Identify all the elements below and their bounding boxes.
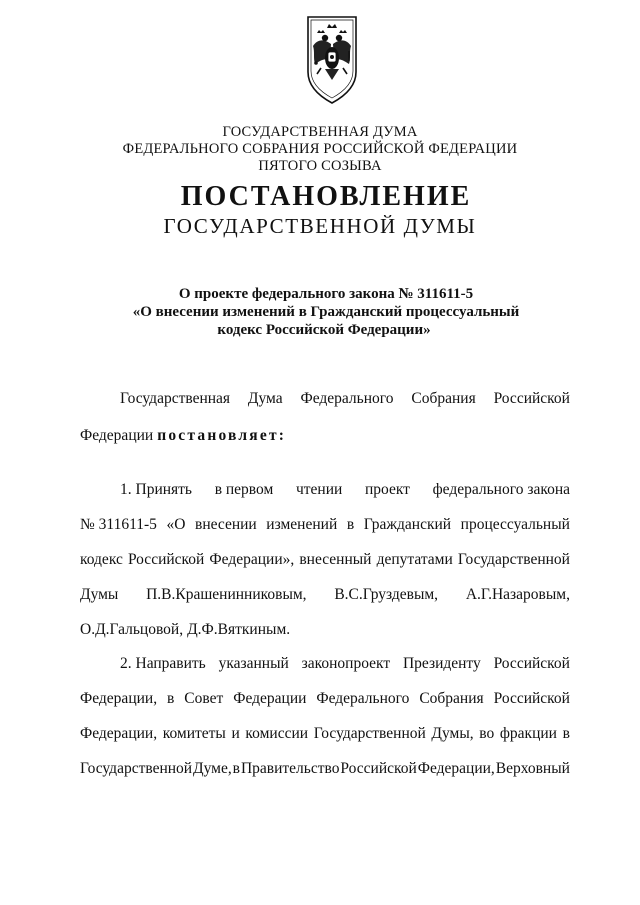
word: 1. Принять — [120, 481, 193, 498]
word: Президенту — [402, 655, 481, 672]
word: в — [562, 725, 570, 742]
item1-line-3 — [80, 550, 570, 570]
word: процессуальный — [460, 516, 570, 533]
word: Собрания — [419, 690, 484, 707]
item1-line-5 — [80, 620, 570, 640]
word: изменений — [266, 516, 338, 533]
word: О.Д.Гальцовой, — [80, 621, 184, 638]
word: законопроект — [301, 655, 391, 672]
item1-line-1 — [120, 480, 570, 500]
word: В.С.Груздевым, — [334, 586, 439, 603]
word: Государственной — [80, 760, 193, 777]
word: Верховный — [495, 760, 570, 777]
word: фракции — [499, 725, 557, 742]
item2-line-4 — [80, 759, 570, 779]
word: А.Г.Назаровым, — [465, 586, 570, 603]
word: Правительство — [240, 760, 340, 777]
word: Российской — [493, 390, 570, 407]
word: Собрания — [411, 390, 476, 407]
word: Федерации — [80, 427, 154, 444]
coat-of-arms-icon — [303, 14, 361, 106]
word: Государственная — [120, 390, 231, 407]
resolves-word: постановляет: — [157, 427, 287, 444]
word: № 311611-5 — [80, 516, 157, 533]
word: Российской — [340, 760, 417, 777]
word: Государственной — [457, 551, 570, 568]
word: в — [167, 690, 175, 707]
word: Гражданский — [363, 516, 452, 533]
word: комиссии — [245, 725, 309, 742]
word: 2. Направить — [120, 655, 206, 672]
word: Российской — [127, 551, 205, 568]
word: Российской — [493, 690, 570, 707]
word: в — [346, 516, 355, 533]
item1-line-2 — [80, 515, 570, 535]
word: депутатами — [376, 551, 453, 568]
document-title: ПОСТАНОВЛЕНИЕ — [180, 181, 472, 212]
word: Федерации — [233, 690, 307, 707]
subject-line-1: О проекте федерального закона № 311611-5 — [178, 286, 474, 302]
subject-line-2: «О внесении изменений в Гражданский процессуальный — [132, 304, 520, 320]
word: П.В.Крашенинниковым, — [146, 586, 307, 603]
org-name-line-1: ГОСУДАРСТВЕННАЯ ДУМА — [222, 124, 418, 140]
word: Государственной — [313, 725, 426, 742]
document-subtitle: ГОСУДАРСТВЕННОЙ ДУМЫ — [163, 214, 477, 238]
word: и — [231, 725, 240, 742]
word: Российской — [493, 655, 570, 672]
item2-line-2 — [80, 689, 570, 709]
word: Федерации», — [209, 551, 295, 568]
word: Федерации, — [80, 725, 158, 742]
word: указанный — [218, 655, 289, 672]
preamble-line-2 — [80, 426, 570, 446]
word: Дума — [247, 390, 283, 407]
word: Д.Ф.Вяткиным. — [187, 621, 291, 638]
word: федерального закона — [432, 481, 570, 498]
word: «О — [166, 516, 186, 533]
word: Федерального — [316, 690, 410, 707]
word: Совет — [184, 690, 224, 707]
word: внесенный — [299, 551, 372, 568]
word: в первом — [214, 481, 274, 498]
preamble-line-1 — [120, 389, 570, 409]
word: в — [232, 760, 240, 777]
item1-line-4 — [80, 585, 570, 605]
word: кодекс — [80, 551, 123, 568]
word: Думы, — [431, 725, 474, 742]
word: Думе, — [193, 760, 232, 777]
subject-line-3: кодекс Российской Федерации» — [217, 322, 431, 338]
word: Федерации, — [80, 690, 158, 707]
word: комитеты — [162, 725, 226, 742]
org-name-line-2: ФЕДЕРАЛЬНОГО СОБРАНИЯ РОССИЙСКОЙ ФЕДЕРАЦИИ — [122, 141, 518, 157]
item2-line-1 — [120, 654, 570, 674]
word: внесении — [195, 516, 257, 533]
word: Федерального — [300, 390, 394, 407]
item2-line-3 — [80, 724, 570, 744]
word: Федерации, — [417, 760, 495, 777]
word: проект — [364, 481, 410, 498]
word: чтении — [295, 481, 343, 498]
word: во — [479, 725, 495, 742]
word: Думы — [80, 586, 119, 603]
convocation-line: ПЯТОГО СОЗЫВА — [258, 158, 382, 174]
